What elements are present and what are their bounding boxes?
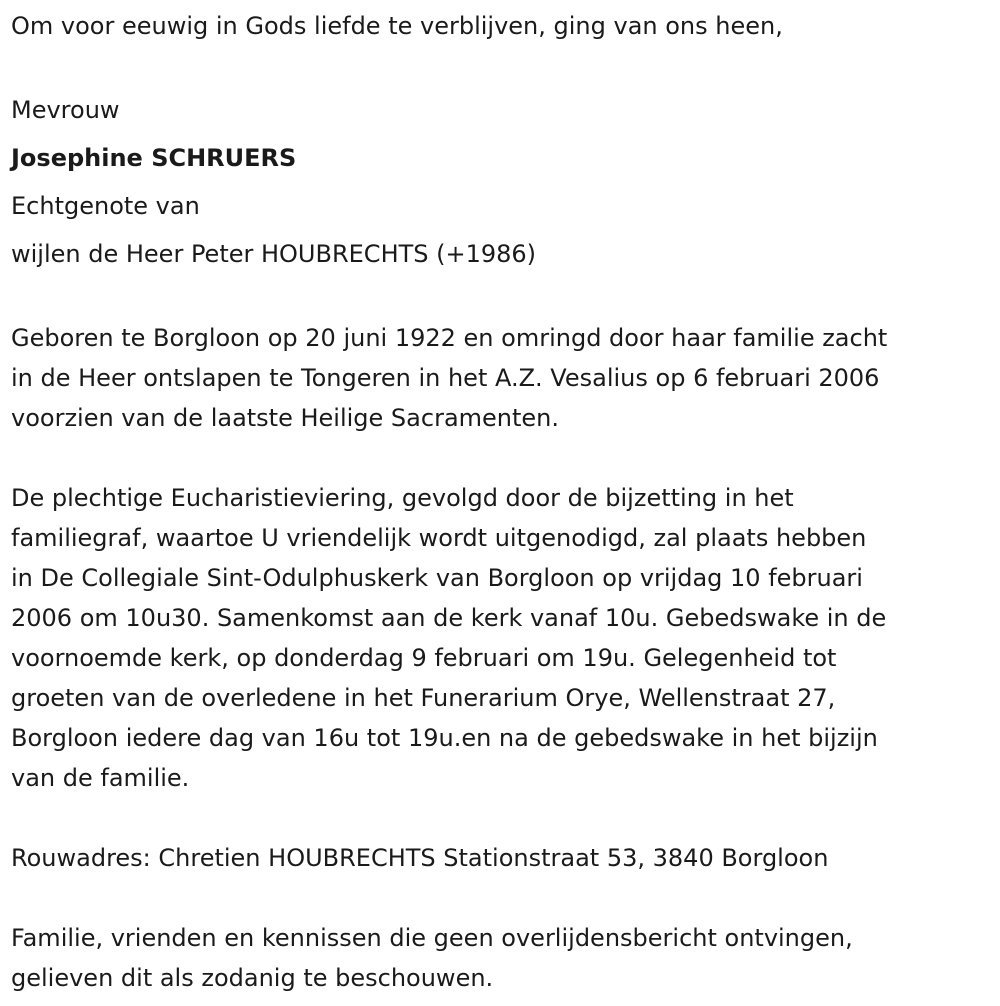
- paragraph-line: Geboren te Borgloon op 20 juni 1922 en omringd door haar familie zacht: [11, 324, 888, 352]
- obituary-notice: [11, 6, 996, 998]
- paragraph-line: Familie, vrienden en kennissen die geen overlijdensbericht ontvingen,: [11, 924, 853, 952]
- mourning-address: Rouwadres: Chretien HOUBRECHTS Stationstraat 53, 3840 Borgloon: [11, 844, 829, 872]
- paragraph-line: voorzien van de laatste Heilige Sacramenten.: [11, 404, 560, 432]
- paragraph-line: De plechtige Eucharistieviering, gevolgd door de bijzetting in het: [11, 484, 794, 512]
- spacer: [11, 878, 996, 918]
- spacer: [11, 46, 996, 86]
- relation-line-1: Echtgenote van: [11, 192, 200, 220]
- paragraph-line: van de familie.: [11, 764, 190, 792]
- birth-paragraph: [11, 318, 996, 438]
- honorific-title: Mevrouw: [11, 96, 120, 124]
- intro-text: Om voor eeuwig in Gods liefde te verblijven, ging van ons heen,: [11, 12, 783, 40]
- ceremony-paragraph: [11, 478, 996, 798]
- closing-paragraph: [11, 918, 996, 998]
- paragraph-line: 2006 om 10u30. Samenkomst aan de kerk vanaf 10u. Gebedswake in de: [11, 604, 887, 632]
- relation-line-2: wijlen de Heer Peter HOUBRECHTS (+1986): [11, 240, 537, 268]
- spacer: [11, 438, 996, 478]
- paragraph-line: in de Heer ontslapen te Tongeren in het A.Z. Vesalius op 6 februari 2006: [11, 364, 880, 392]
- paragraph-line: groeten van de overledene in het Funerarium Orye, Wellenstraat 27,: [11, 684, 836, 712]
- spacer: [11, 278, 996, 318]
- paragraph-line: gelieven dit als zodanig te beschouwen.: [11, 964, 494, 992]
- paragraph-line: familiegraf, waartoe U vriendelijk wordt uitgenodigd, zal plaats hebben: [11, 524, 867, 552]
- deceased-name: Josephine SCHRUERS: [11, 144, 297, 172]
- paragraph-line: Borgloon iedere dag van 16u tot 19u.en na de gebedswake in het bijzijn: [11, 724, 878, 752]
- paragraph-line: in De Collegiale Sint-Odulphuskerk van Borgloon op vrijdag 10 februari: [11, 564, 863, 592]
- spacer: [11, 798, 996, 838]
- paragraph-line: voornoemde kerk, op donderdag 9 februari om 19u. Gelegenheid tot: [11, 644, 837, 672]
